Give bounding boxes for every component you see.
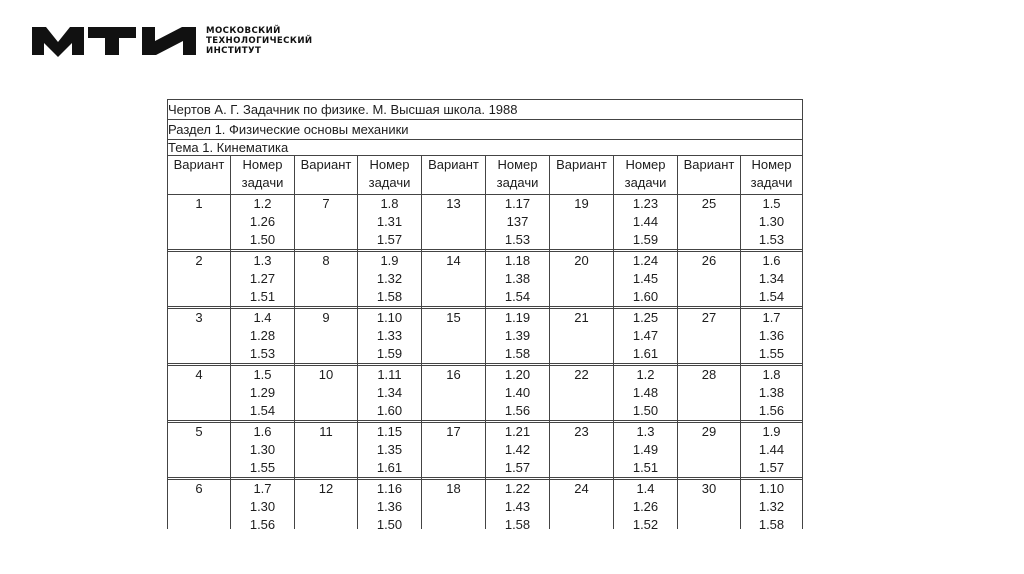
problem-number: 1.51 — [249, 289, 276, 304]
variant-number: 25 — [678, 195, 741, 250]
variant-number: 20 — [550, 252, 614, 307]
problem-number: 1.57 — [376, 232, 403, 247]
problem-numbers — [741, 366, 803, 421]
problem-numbers — [741, 423, 803, 478]
variant-number: 9 — [295, 309, 358, 364]
column-header-variant: Вариант — [550, 156, 614, 195]
problem-number: 1.29 — [249, 385, 276, 400]
problem-number: 1.42 — [504, 442, 531, 457]
variant-number: 6 — [168, 480, 231, 530]
problem-number: 1.58 — [504, 346, 531, 361]
problem-numbers — [231, 309, 295, 364]
problem-numbers — [486, 252, 550, 307]
problem-numbers — [614, 366, 678, 421]
problem-number: 1.18 — [504, 253, 531, 268]
variant-number: 5 — [168, 423, 231, 478]
column-header-text: задачи — [750, 175, 793, 190]
mti-logo-mark — [32, 24, 196, 58]
problem-number: 1.10 — [758, 481, 785, 496]
problem-number: 1.24 — [632, 253, 659, 268]
variant-number: 29 — [678, 423, 741, 478]
problem-numbers — [231, 366, 295, 421]
problem-number: 1.31 — [376, 214, 403, 229]
problem-number: 1.34 — [376, 385, 403, 400]
column-header-problem-number — [741, 156, 803, 195]
variant-number: 7 — [295, 195, 358, 250]
problem-numbers — [486, 366, 550, 421]
problem-numbers — [741, 252, 803, 307]
variant-number: 27 — [678, 309, 741, 364]
problem-number: 1.55 — [758, 346, 785, 361]
table-row — [168, 252, 803, 307]
column-header-variant: Вариант — [422, 156, 486, 195]
problem-numbers — [231, 195, 295, 250]
problem-numbers — [614, 423, 678, 478]
table-row — [168, 480, 803, 530]
problem-number: 1.5 — [253, 367, 272, 382]
problem-number: 1.20 — [504, 367, 531, 382]
problem-numbers — [614, 195, 678, 250]
variant-number: 17 — [422, 423, 486, 478]
column-header-problem-number — [614, 156, 678, 195]
problem-number: 1.47 — [632, 328, 659, 343]
logo-line: ТЕХНОЛОГИЧЕСКИЙ — [206, 36, 313, 46]
problem-number: 1.6 — [253, 424, 272, 439]
topic-title: Тема 1. Кинематика — [168, 140, 803, 156]
problem-number: 1.15 — [376, 424, 403, 439]
problem-number: 1.61 — [632, 346, 659, 361]
problem-numbers — [741, 195, 803, 250]
logo-line: ИНСТИТУТ — [206, 46, 262, 56]
problem-number: 1.30 — [758, 214, 785, 229]
variant-number: 15 — [422, 309, 486, 364]
column-header-text: Номер — [625, 157, 666, 172]
problem-numbers — [358, 195, 422, 250]
problem-number: 1.50 — [632, 403, 659, 418]
problem-number: 1.59 — [376, 346, 403, 361]
problem-number: 1.56 — [504, 403, 531, 418]
source-title: Чертов А. Г. Задачник по физике. М. Высшая школа. 1988 — [168, 100, 803, 120]
variant-number: 23 — [550, 423, 614, 478]
variant-number: 22 — [550, 366, 614, 421]
problem-number: 1.8 — [762, 367, 781, 382]
problem-numbers — [741, 309, 803, 364]
problem-number: 1.16 — [376, 481, 403, 496]
problem-number: 1.54 — [504, 289, 531, 304]
problem-numbers — [358, 366, 422, 421]
variant-number: 3 — [168, 309, 231, 364]
problem-numbers — [486, 195, 550, 250]
problem-number: 1.58 — [376, 289, 403, 304]
problem-number: 1.5 — [762, 196, 781, 211]
variant-number: 28 — [678, 366, 741, 421]
problem-numbers — [614, 309, 678, 364]
problem-numbers — [358, 480, 422, 530]
column-header-text: Номер — [242, 157, 283, 172]
problem-number: 1.34 — [758, 271, 785, 286]
variant-number: 26 — [678, 252, 741, 307]
problem-number: 1.32 — [758, 499, 785, 514]
problem-number: 1.8 — [380, 196, 399, 211]
problem-number: 1.54 — [249, 403, 276, 418]
column-header-variant: Вариант — [295, 156, 358, 195]
problem-numbers — [358, 309, 422, 364]
variant-table — [167, 99, 803, 529]
problem-number: 1.23 — [632, 196, 659, 211]
problem-number: 1.21 — [504, 424, 531, 439]
problem-numbers — [741, 480, 803, 530]
problem-number: 1.53 — [504, 232, 531, 247]
variant-number: 13 — [422, 195, 486, 250]
variant-number: 24 — [550, 480, 614, 530]
logo-line: МОСКОВСКИЙ — [206, 26, 281, 36]
section-title: Раздел 1. Физические основы механики — [168, 120, 803, 140]
problem-number: 1.60 — [376, 403, 403, 418]
problem-number: 1.55 — [249, 460, 276, 475]
assignment-document — [167, 99, 804, 529]
problem-number: 1.49 — [632, 442, 659, 457]
problem-number: 1.2 — [636, 367, 655, 382]
problem-number: 1.26 — [632, 499, 659, 514]
problem-number: 137 — [506, 214, 529, 229]
problem-number: 1.50 — [249, 232, 276, 247]
problem-number: 1.7 — [253, 481, 272, 496]
institute-logo — [32, 24, 313, 58]
problem-number: 1.9 — [762, 424, 781, 439]
table-row — [168, 366, 803, 421]
problem-number: 1.51 — [632, 460, 659, 475]
problem-number: 1.39 — [504, 328, 531, 343]
problem-number: 1.3 — [253, 253, 272, 268]
problem-number: 1.44 — [632, 214, 659, 229]
problem-number: 1.27 — [249, 271, 276, 286]
variant-number: 18 — [422, 480, 486, 530]
problem-number: 1.4 — [253, 310, 272, 325]
problem-number: 1.61 — [376, 460, 403, 475]
problem-numbers — [486, 309, 550, 364]
variant-number: 19 — [550, 195, 614, 250]
variant-number: 16 — [422, 366, 486, 421]
problem-number: 1.48 — [632, 385, 659, 400]
problem-number: 1.38 — [504, 271, 531, 286]
problem-number: 1.30 — [249, 442, 276, 457]
problem-numbers — [614, 252, 678, 307]
column-header-variant: Вариант — [678, 156, 741, 195]
column-header-variant: Вариант — [168, 156, 231, 195]
problem-number: 1.35 — [376, 442, 403, 457]
problem-number: 1.50 — [376, 517, 403, 529]
problem-number: 1.52 — [632, 517, 659, 529]
problem-number: 1.6 — [762, 253, 781, 268]
problem-number: 1.36 — [758, 328, 785, 343]
problem-number: 1.32 — [376, 271, 403, 286]
table-row — [168, 423, 803, 478]
problem-numbers — [231, 423, 295, 478]
problem-number: 1.25 — [632, 310, 659, 325]
problem-number: 1.26 — [249, 214, 276, 229]
variant-number: 10 — [295, 366, 358, 421]
variant-number: 30 — [678, 480, 741, 530]
table-row — [168, 195, 803, 250]
column-header-text: задачи — [241, 175, 284, 190]
variant-number: 12 — [295, 480, 358, 530]
problem-number: 1.60 — [632, 289, 659, 304]
column-header-text: Номер — [751, 157, 792, 172]
problem-number: 1.56 — [758, 403, 785, 418]
problem-numbers — [231, 480, 295, 530]
variant-number: 2 — [168, 252, 231, 307]
problem-number: 1.54 — [758, 289, 785, 304]
problem-numbers — [358, 252, 422, 307]
problem-number: 1.57 — [504, 460, 531, 475]
column-header-problem-number — [358, 156, 422, 195]
problem-number: 1.10 — [376, 310, 403, 325]
column-header-text: Номер — [497, 157, 538, 172]
variant-number: 21 — [550, 309, 614, 364]
variant-number: 1 — [168, 195, 231, 250]
column-header-text: Номер — [369, 157, 410, 172]
problem-number: 1.56 — [249, 517, 276, 529]
problem-number: 1.40 — [504, 385, 531, 400]
problem-number: 1.30 — [249, 499, 276, 514]
logo-wordmark — [206, 26, 313, 56]
column-header-problem-number — [486, 156, 550, 195]
problem-number: 1.53 — [758, 232, 785, 247]
problem-number: 1.17 — [504, 196, 531, 211]
variant-number: 8 — [295, 252, 358, 307]
column-header-text: задачи — [496, 175, 539, 190]
problem-numbers — [614, 480, 678, 530]
problem-number: 1.58 — [504, 517, 531, 529]
problem-numbers — [486, 423, 550, 478]
problem-number: 1.9 — [380, 253, 399, 268]
problem-number: 1.44 — [758, 442, 785, 457]
variant-number: 4 — [168, 366, 231, 421]
problem-number: 1.3 — [636, 424, 655, 439]
variant-number: 11 — [295, 423, 358, 478]
column-header-problem-number — [231, 156, 295, 195]
problem-number: 1.7 — [762, 310, 781, 325]
problem-number: 1.45 — [632, 271, 659, 286]
problem-number: 1.28 — [249, 328, 276, 343]
problem-number: 1.53 — [249, 346, 276, 361]
problem-number: 1.38 — [758, 385, 785, 400]
problem-number: 1.2 — [253, 196, 272, 211]
problem-number: 1.57 — [758, 460, 785, 475]
problem-numbers — [486, 480, 550, 530]
variant-number: 14 — [422, 252, 486, 307]
table-row — [168, 309, 803, 364]
column-header-text: задачи — [624, 175, 667, 190]
problem-number: 1.58 — [758, 517, 785, 529]
problem-number: 1.19 — [504, 310, 531, 325]
column-header-row — [168, 156, 803, 195]
problem-numbers — [358, 423, 422, 478]
problem-number: 1.4 — [636, 481, 655, 496]
problem-number: 1.36 — [376, 499, 403, 514]
problem-number: 1.11 — [377, 367, 402, 382]
column-header-text: задачи — [368, 175, 411, 190]
problem-numbers — [231, 252, 295, 307]
problem-number: 1.59 — [632, 232, 659, 247]
problem-number: 1.22 — [504, 481, 531, 496]
problem-number: 1.33 — [376, 328, 403, 343]
problem-number: 1.43 — [504, 499, 531, 514]
